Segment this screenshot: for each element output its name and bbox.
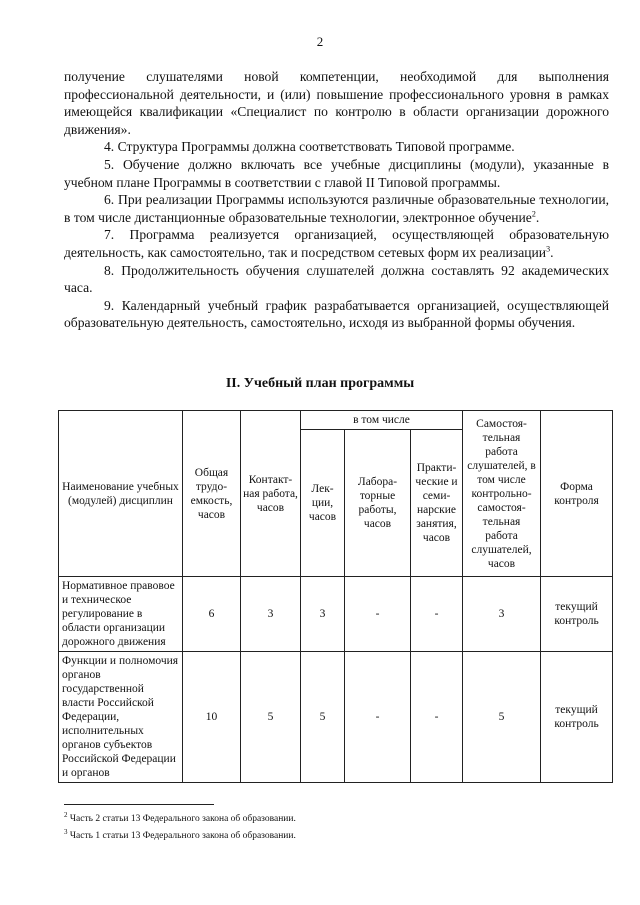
row-2-total: 10 [183, 652, 241, 783]
paragraph-8: 8. Продолжительность обучения слушателей должна составлять 92 академических часа. [64, 262, 609, 296]
header-control: Форма контроля [541, 411, 613, 577]
footnotes [64, 804, 604, 843]
footnote-3-marker: 3 [64, 828, 68, 837]
paragraph-5: 5. Обучение должно включать все учебные дисциплины (модули), указанные в учебном плане Программы в соответствии с главой II Типовой программы. [64, 156, 609, 190]
row-2-contact: 5 [241, 652, 301, 783]
footnote-divider [64, 804, 214, 805]
footnote-ref-3: 3 [546, 244, 551, 254]
row-2-labs: - [345, 652, 411, 783]
row-2-name: Функции и полномочия органов государственной власти Российской Федерации, исполнительных органов субъектов Российской Федерации и органов [59, 652, 183, 783]
footnote-2 [64, 809, 604, 826]
row-2-self: 5 [463, 652, 541, 783]
row-2-lectures: 5 [301, 652, 345, 783]
section-title: II. Учебный план программы [225, 376, 415, 391]
row-1-labs: - [345, 577, 411, 652]
paragraph-6 [64, 191, 609, 226]
header-total: Общая трудо-емкость, часов [183, 411, 241, 577]
row-1-self: 3 [463, 577, 541, 652]
paragraph-6-end: . [535, 209, 540, 225]
table-header-row-1 [59, 411, 613, 430]
row-1-lectures: 3 [301, 577, 345, 652]
paragraph-7-text: 7. Программа реализуется организацией, осуществляющей образовательную деятельность, как самостоятельно, так и посредством сетевых форм их реализации [64, 227, 609, 260]
header-contact: Контакт-ная работа, часов [241, 411, 301, 577]
row-1-total: 6 [183, 577, 241, 652]
header-self-study: Самостоя-тельная работа слушателей, в том числе контрольно-самостоя-тельная работа слушателей, часов [463, 411, 541, 577]
footnote-ref-2: 2 [531, 209, 536, 219]
curriculum-table [58, 410, 613, 783]
footnote-3-text: Часть 1 статьи 13 Федерального закона об образовании. [69, 831, 296, 842]
row-1-name: Нормативное правовое и техническое регулирование в области организации дорожного движения [59, 577, 183, 652]
page-number: 2 [316, 34, 324, 49]
row-1-control: текущий контроль [541, 577, 613, 652]
row-1-contact: 3 [241, 577, 301, 652]
paragraph-9: 9. Календарный учебный график разрабатывается организацией, осуществляющей образовательную деятельность, самостоятельно, исходя из выбранной формы обучения. [64, 297, 609, 331]
paragraph-6-text: 6. При реализации Программы используются различные образовательные технологии, в том числе дистанционные образовательные технологии, электронное обучение [64, 192, 609, 225]
paragraph-7-end: . [550, 244, 554, 260]
row-2-practical: - [411, 652, 463, 783]
header-including: в том числе [301, 411, 463, 430]
body-text [64, 68, 609, 332]
header-practical: Практи-ческие и семи-нарские занятия, часов [411, 430, 463, 577]
paragraph-1: получение слушателями новой компетенции, необходимой для выполнения профессиональной деятельности, и (или) повышение профессионального уровня в рамках имеющейся квалификации «Специалист по контролю в области организации дорожного движения». [64, 69, 609, 137]
footnote-2-text: Часть 2 статьи 13 Федерального закона об образовании. [69, 814, 296, 825]
table-row [59, 652, 613, 783]
header-lectures: Лек-ции, часов [301, 430, 345, 577]
header-name: Наименование учебных (модулей) дисциплин [59, 411, 183, 577]
table-row [59, 577, 613, 652]
row-2-control: текущий контроль [541, 652, 613, 783]
paragraph-7 [64, 226, 609, 261]
paragraph-4: 4. Структура Программы должна соответствовать Типовой программе. [104, 139, 515, 155]
header-labs: Лабора-торные работы, часов [345, 430, 411, 577]
footnote-3 [64, 826, 604, 843]
row-1-practical: - [411, 577, 463, 652]
footnote-2-marker: 2 [64, 811, 68, 819]
